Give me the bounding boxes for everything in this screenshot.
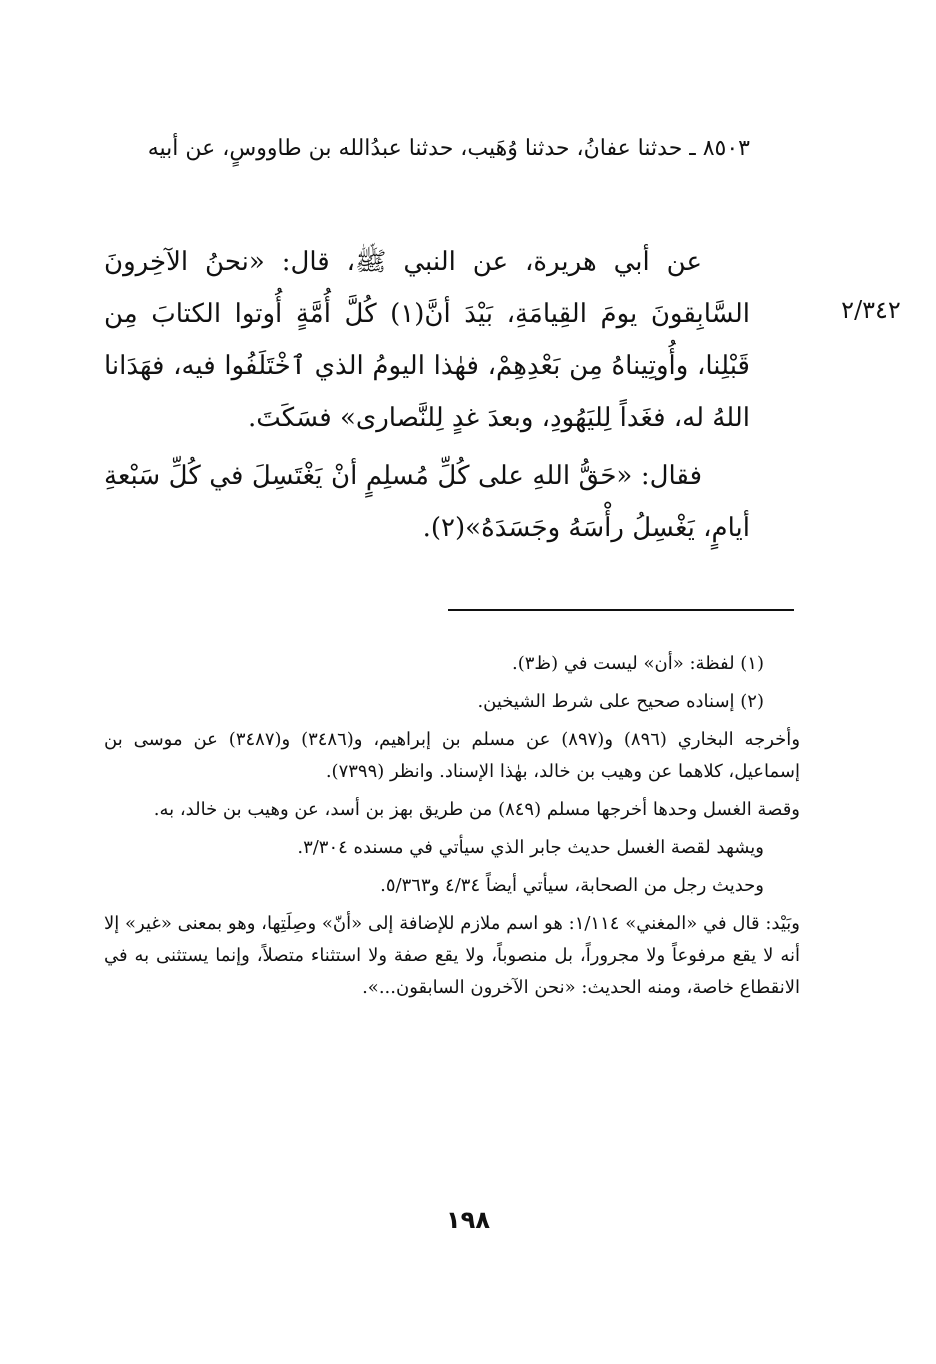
footnote-2: (٢) إسناده صحيح على شرط الشيخين. [477, 691, 764, 712]
hadith-matn [104, 236, 750, 554]
footnote-separator [448, 609, 794, 611]
page-number: ١٩٨ [446, 1206, 490, 1234]
footnote-shahid-2: وحديث رجل من الصحابة، سيأتي أيضاً ٤/٣٤ و٥/٣٦٣. [380, 875, 764, 896]
footnotes [104, 648, 800, 1010]
footnote-1: (١) لفظة: «أن» ليست في (ظ٣). [512, 653, 764, 674]
footnote-baid: وبَيْد: قال في «المغني» ١/١١٤: هو اسم ملازم للإضافة إلى «أنّ» وصِلَتِها، وهو بمعنى «غير» إلا أنه لا يقع مرفوعاً ولا مجروراً، بل منصوباً، ولا يقع صفة ولا استثناء متصلاً، وإنما يستثنى به في الانقطاع خاصة، ومنه الحديث: «نحن الآخرون السابقون...». [104, 913, 800, 998]
hadith-paragraph-1: عن أبي هريرة، عن النبي ﷺ، قال: «نحنُ الآخِرونَ السَّابِقونَ يومَ القِيامَةِ، بَيْدَ أنَّ(١) كُلَّ أُمَّةٍ أُوتوا الكتابَ مِن قَبْلِنا، وأُوتِيناهُ مِن بَعْدِهِمْ، فهٰذا اليومُ الذي ٱخْتَلَفُوا فيه، فهَدَانا اللهُ له، فغَداً لِليَهُودِ، وبعدَ غدٍ لِلنَّصارى» فسَكَتَ. [104, 247, 751, 433]
hadith-number-line: ٨٥٠٣ ـ حدثنا عفانُ، حدثنا وُهَيب، حدثنا عبدُالله بن طاووسٍ، عن أبيه [147, 136, 750, 161]
hadith-paragraph-2: فقال: «حَقُّ اللهِ على كُلِّ مُسلِمٍ أنْ يَغْتَسِلَ في كُلِّ سَبْعةِ أيامٍ، يَغْسِلُ رأْسَهُ وجَسَدَهُ»(٢). [104, 461, 750, 543]
footnote-takhrij: وأخرجه البخاري (٨٩٦) و(٨٩٧) عن مسلم بن إبراهيم، و(٣٤٨٦) و(٣٤٨٧) عن موسى بن إسماعيل، كلاهما عن وهيب بن خالد، بهٰذا الإسناد. وانظر (٧٣٩٩). [104, 729, 801, 782]
footnote-shahid-1: ويشهد لقصة الغسل حديث جابر الذي سيأتي في مسنده ٣/٣٠٤. [297, 837, 764, 858]
margin-volume-page-ref: ٢/٣٤٢ [841, 296, 901, 324]
hadith-isnad [104, 128, 750, 170]
footnote-muslim: وقصة الغسل وحدها أخرجها مسلم (٨٤٩) من طريق بهز بن أسد، عن وهيب بن خالد، به. [153, 799, 800, 820]
